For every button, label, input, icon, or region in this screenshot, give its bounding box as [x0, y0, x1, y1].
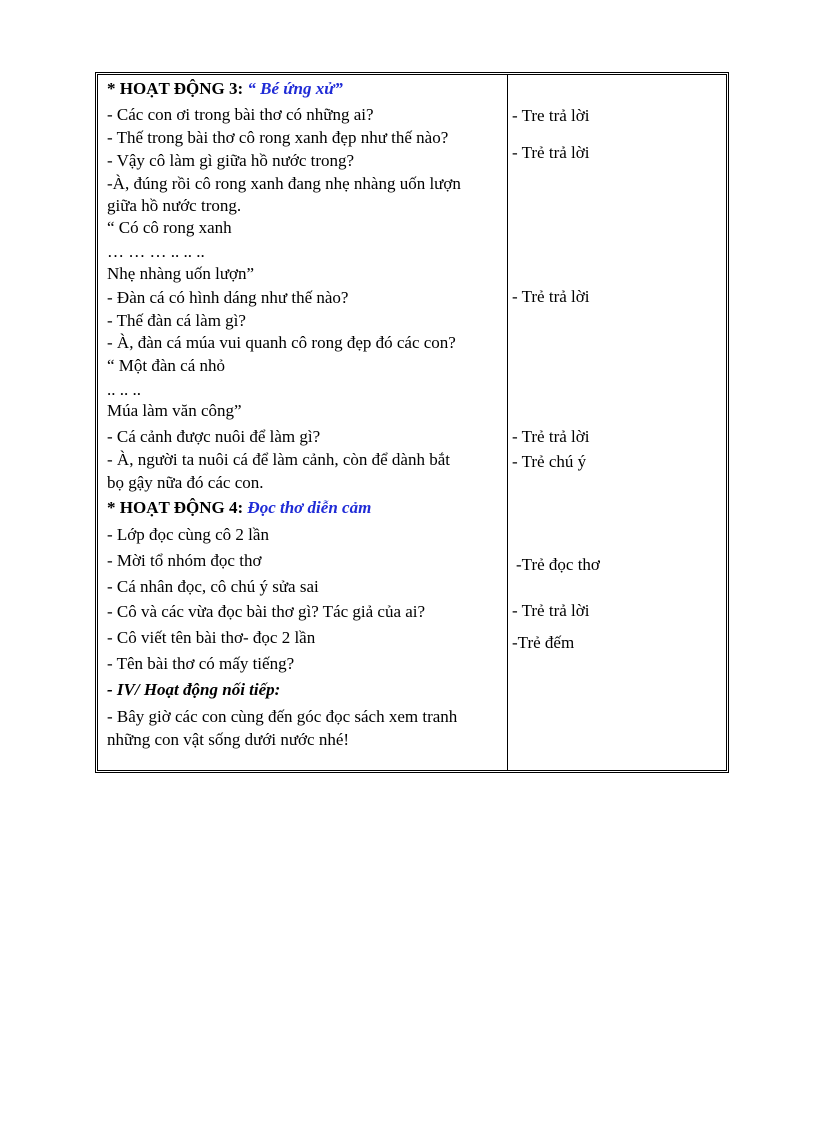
text-line: - À, đàn cá múa vui quanh cô rong đẹp đó các con? [107, 333, 456, 352]
text-line: - Các con ơi trong bài thơ có những ai? [107, 105, 374, 124]
response-line: - Trẻ chú ý [512, 452, 587, 471]
poem-line: Múa làm văn công” [107, 401, 242, 420]
lesson-table [95, 72, 729, 773]
poem-line: .. .. .. [107, 380, 141, 399]
response-line: -Trẻ đếm [512, 633, 575, 652]
response-line: -Trẻ đọc thơ [516, 555, 600, 574]
text-line: - À, người ta nuôi cá để làm cảnh, còn để dành bắt [107, 450, 450, 469]
text-line: - Đàn cá có hình dáng như thế nào? [107, 288, 349, 307]
text-line: - Tên bài thơ có mấy tiếng? [107, 654, 295, 673]
text-line: - Cá cảnh được nuôi để làm gì? [107, 427, 321, 446]
text-line: giữa hồ nước trong. [107, 196, 242, 215]
text-line: - Cô viết tên bài thơ- đọc 2 lần [107, 628, 316, 647]
text-line: những con vật sống dưới nước nhé! [107, 730, 350, 749]
text-line: - Cá nhân đọc, cô chú ý sửa sai [107, 577, 319, 596]
poem-line: “ Có cô rong xanh [107, 218, 232, 237]
text-line: - Bây giờ các con cùng đến góc đọc sách xem tranh [107, 707, 458, 726]
text-line: -À, đúng rồi cô rong xanh đang nhẹ nhàng uốn lượn [107, 174, 461, 193]
poem-line: Nhẹ nhàng uốn lượn” [107, 264, 255, 283]
heading-activity-3: * HOẠT ĐỘNG 3: “ Bé ứng xử” [107, 79, 343, 98]
response-line: - Trẻ trả lời [512, 143, 590, 162]
text-line: bọ gậy nữa đó các con. [107, 473, 264, 492]
poem-line: “ Một đàn cá nhỏ [107, 356, 226, 375]
text-line: - Mời tổ nhóm đọc thơ [107, 551, 262, 570]
text-line: - Vậy cô làm gì giữa hồ nước trong? [107, 151, 355, 170]
text-line: - Thế trong bài thơ cô rong xanh đẹp như thế nào? [107, 128, 449, 147]
text-line: - Thế đàn cá làm gì? [107, 311, 246, 330]
text-line: - Lớp đọc cùng cô 2 lần [107, 525, 269, 544]
text-line: - Cô và các vừa đọc bài thơ gì? Tác giả của ai? [107, 602, 426, 621]
response-line: - Trẻ trả lời [512, 427, 590, 446]
response-line: - Tre trả lời [512, 106, 590, 125]
column-divider [507, 75, 508, 770]
response-line: - Trẻ trả lời [512, 601, 590, 620]
poem-line: … … … .. .. .. [107, 242, 205, 261]
heading-activity-4: * HOẠT ĐỘNG 4: Đọc thơ diễn cảm [107, 498, 372, 517]
heading-follow-up: - IV/ Hoạt động nối tiếp: [107, 680, 281, 699]
response-line: - Trẻ trả lời [512, 287, 590, 306]
